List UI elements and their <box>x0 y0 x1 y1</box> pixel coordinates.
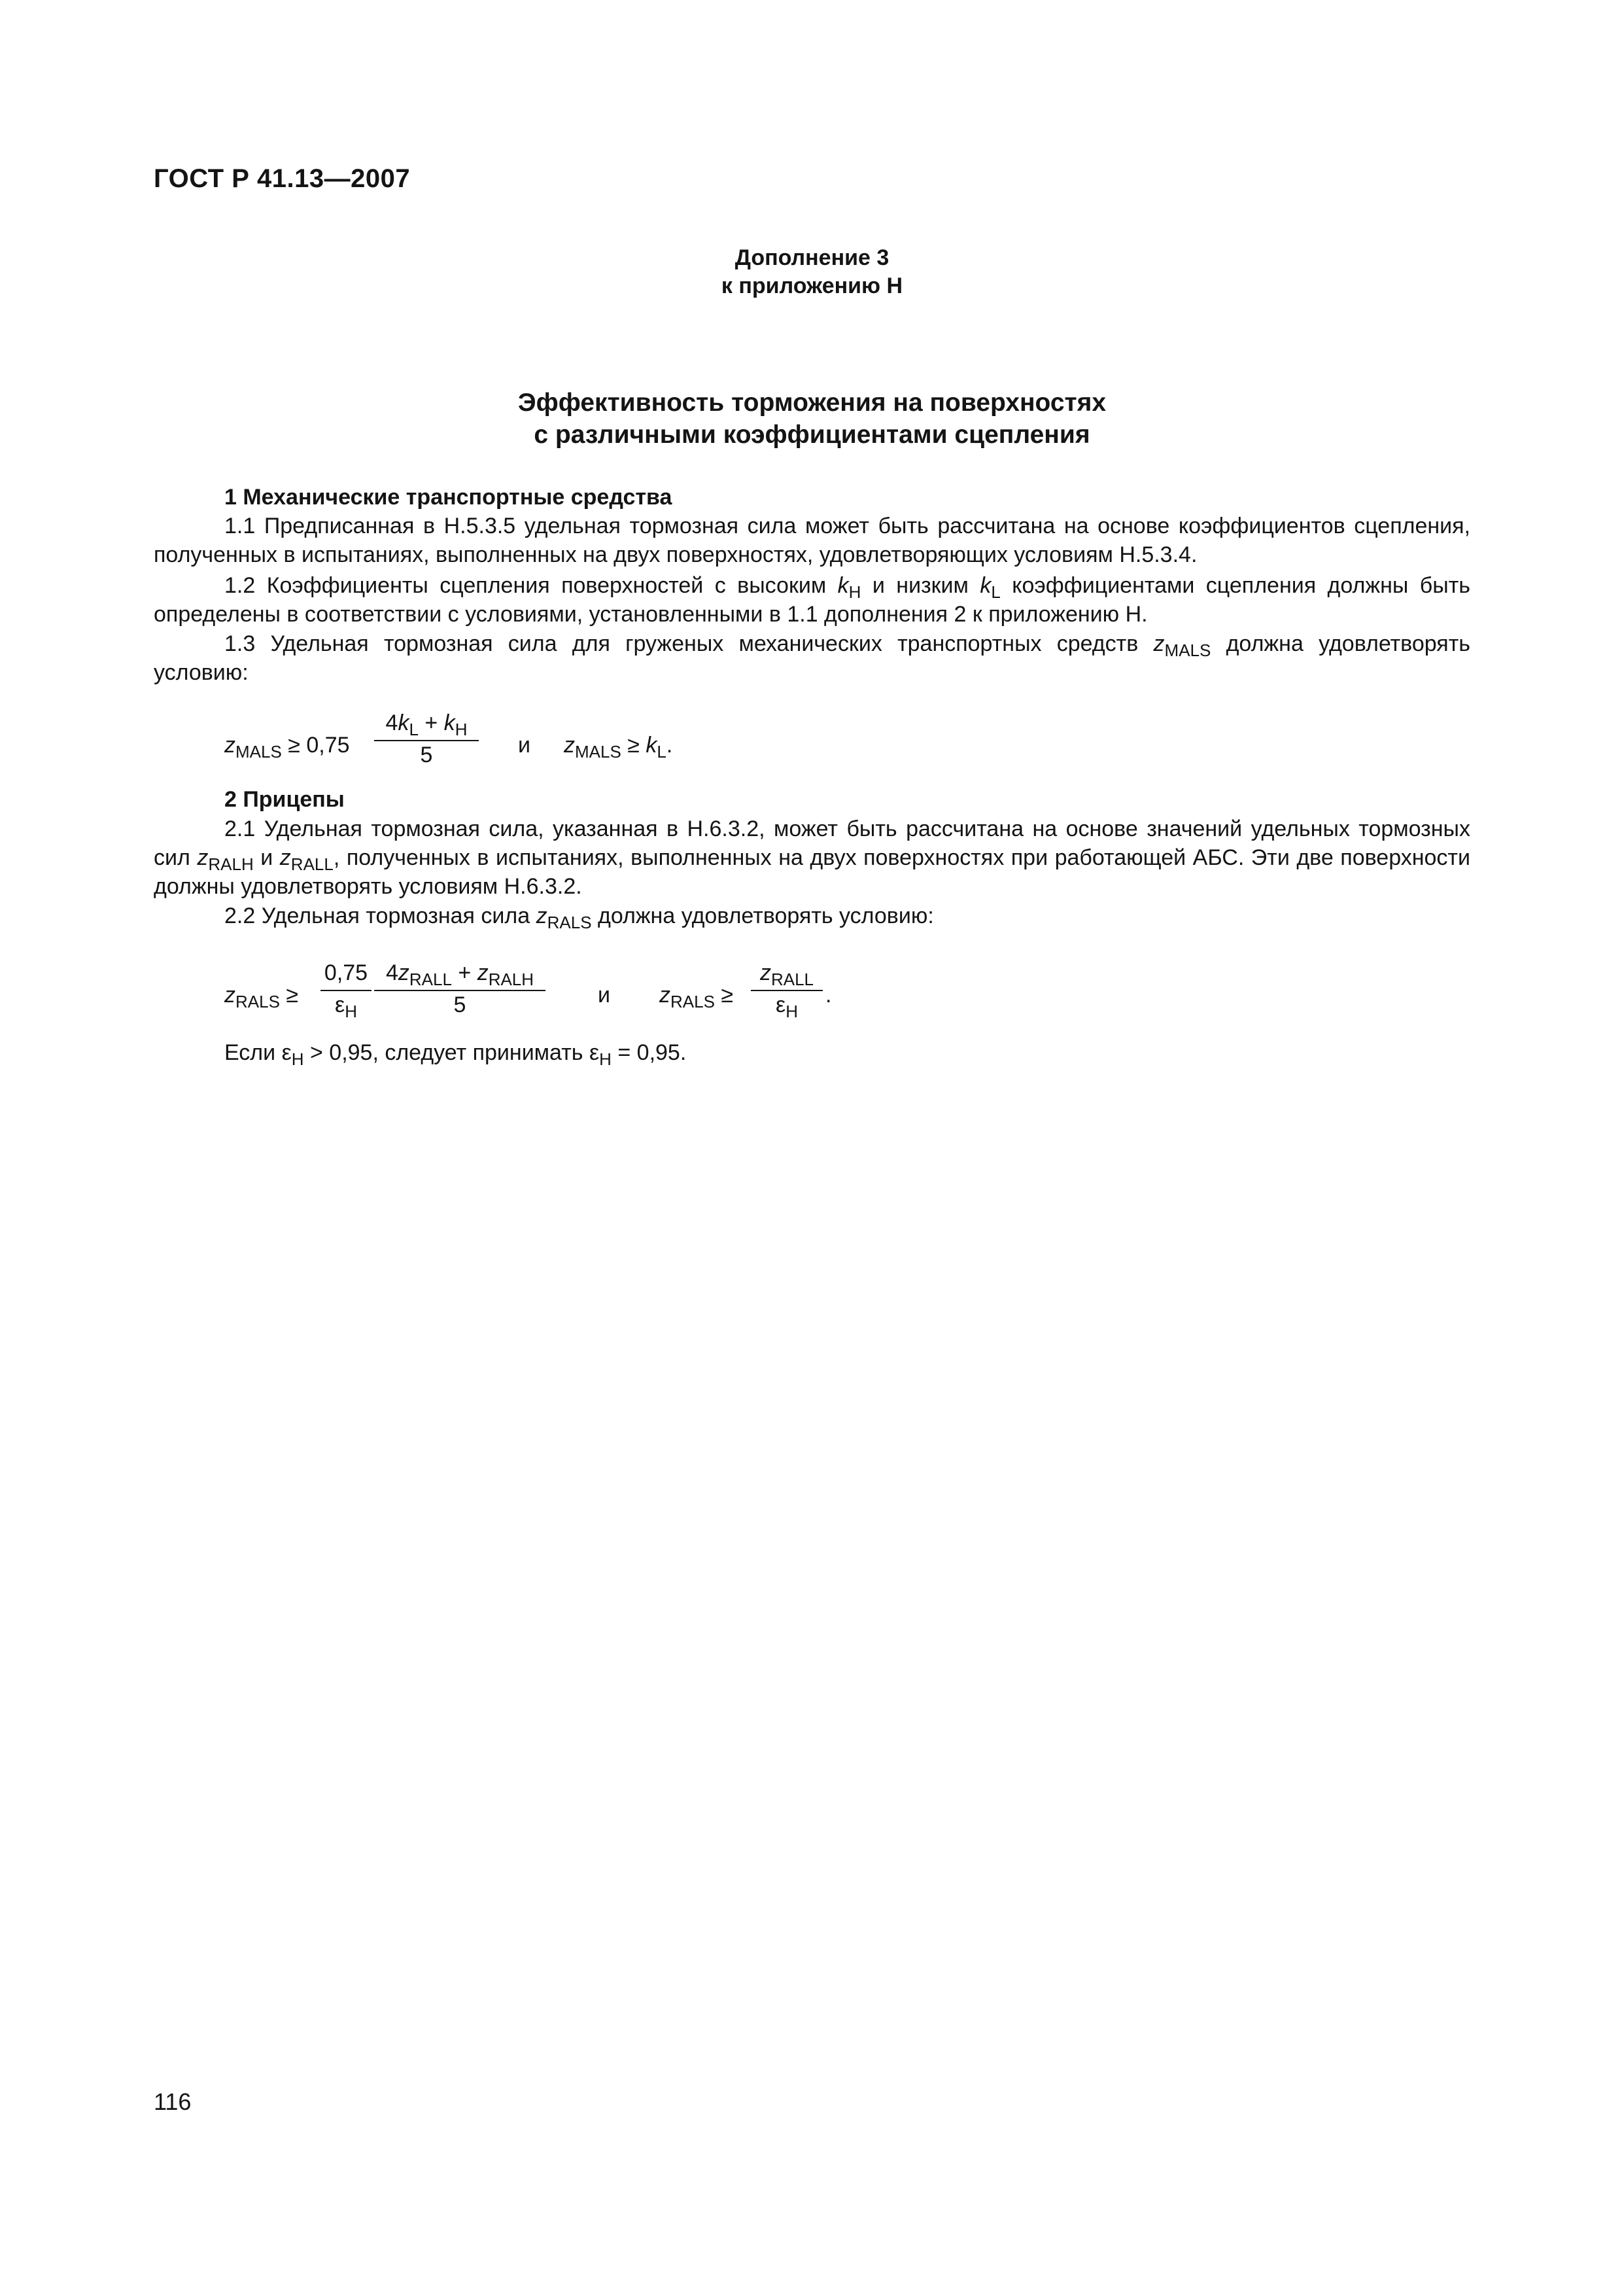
page-number: 116 <box>154 2088 192 2115</box>
page-title-line2: с различными коэффициентами сцепления <box>534 421 1090 449</box>
formula-2-main-fraction: $4z_{RALL} + z_{RALH}$ 5 <box>374 960 545 1018</box>
formula-1-lhs: $z_{MALS} \ge 0,75$ <box>224 733 350 762</box>
formula-2-rhs-fraction: $z_{RALL}$ $\varepsilon_H$ <box>751 960 823 1018</box>
page-title-line1: Эффективность торможения на поверхностях <box>517 389 1107 417</box>
formula-2-rhs: $z_{RALS}$ ≥ <box>659 983 734 1011</box>
paragraph-1-3: 1.3 Удельная тормозная сила для груженых механических транспортных средств $z_{MALS}$ должна удовлетворять условию: <box>154 631 1470 685</box>
paragraph-2-1: 2.1 Удельная тормозная сила, указанная в H.6.3.2, может быть рассчитана на основе значений удельных тормозных сил $z_{RALH}$ и $z_{RALL}$, полученных в испытаниях, выполненных на двух поверхностях при работающей АБС. Эти две поверхности должны удовлетворять условиям H.6.3.2. <box>154 816 1470 899</box>
section-1-heading: 1 Механические транспортные средства <box>224 485 672 510</box>
paragraph-2-2: 2.2 Удельная тормозная сила $z_{RALS}$ должна удовлетворять условию: <box>224 903 934 932</box>
formula-1-rhs: $z_{MALS} \ge k_L$. <box>564 733 673 762</box>
formula-1-and: и <box>518 733 530 758</box>
formula-2-lhs: $z_{RALS}$ ≥ <box>224 983 299 1011</box>
formula-2-and: и <box>598 983 610 1007</box>
formula-2-coef-fraction: 0,75 $\varepsilon_H$ <box>320 960 371 1018</box>
standard-header: ГОСТ Р 41.13—2007 <box>154 164 411 193</box>
formula-2-period: . <box>825 983 832 1007</box>
addendum-reference: к приложению H <box>721 273 903 298</box>
section-2-heading: 2 Прицепы <box>224 787 345 812</box>
paragraph-1-2: 1.2 Коэффициенты сцепления поверхностей с высоким $k_H$ и низким $k_L$ коэффициентами сцепления должны быть определены в соответствии с условиями, установленными в 1.1 дополнения 2 к приложению H. <box>154 573 1470 627</box>
paragraph-1-1: 1.1 Предписанная в H.5.3.5 удельная тормозная сила может быть рассчитана на основе коэффициентов сцепления, полученных в испытаниях, выполненных на двух поверхностях, удовлетворяющих условиям H.5.3.4. <box>154 514 1470 567</box>
formula-1-fraction: $4k_L + k_H$ 5 <box>374 710 479 768</box>
addendum-number: Дополнение 3 <box>734 245 890 270</box>
epsilon-note: Если $\varepsilon_H > 0,95$, следует принимать $\varepsilon_H = 0,95$. <box>224 1040 687 1069</box>
